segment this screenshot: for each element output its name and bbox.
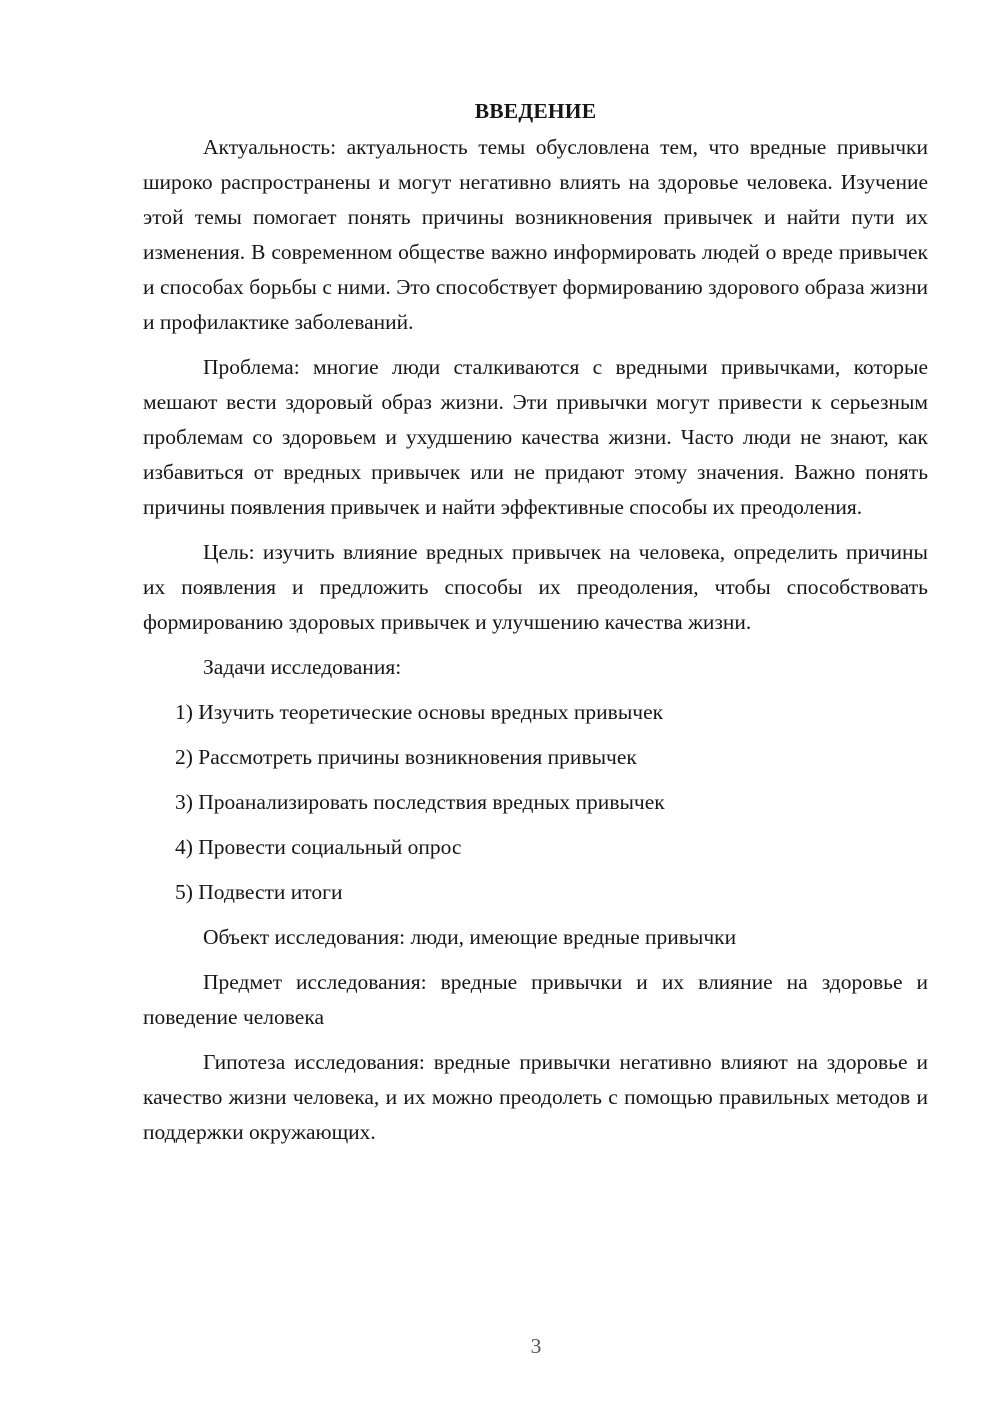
- hypothesis-paragraph: Гипотеза исследования: вредные привычки негативно влияют на здоровье и качество жизни человека, и их можно преодолеть с помощью правильных методов и поддержки окружающих.: [143, 1050, 928, 1144]
- problem-paragraph: Проблема: многие люди сталкиваются с вредными привычками, которые мешают вести здоровый образ жизни. Эти привычки могут привести к серьезным проблемам со здоровьем и ухудшению качества жизни. Часто люди не знают, как избавиться от вредных привычек или не придают этому значения. Важно понять причины появления привычек и найти эффективные способы их преодоления.: [143, 355, 928, 519]
- list-item: 5) Подвести итоги: [175, 880, 343, 904]
- list-item: 3) Проанализировать последствия вредных привычек: [175, 790, 665, 814]
- relevance-paragraph: Актуальность: актуальность темы обусловлена тем, что вредные привычки широко распространены и могут негативно влиять на здоровье человека. Изучение этой темы помогает понять причины возникновения привычек и найти пути их изменения. В современном обществе важно информировать людей о вреде привычек и способах борьбы с ними. Это способствует формированию здорового образа жизни и профилактике заболеваний.: [143, 135, 928, 334]
- document-page: [143, 96, 928, 1160]
- tasks-list: [143, 695, 928, 910]
- goal-paragraph: Цель: изучить влияние вредных привычек на человека, определить причины их появления и предложить способы их преодоления, чтобы способствовать формированию здоровых привычек и улучшению качества жизни.: [143, 540, 928, 634]
- list-item: 2) Рассмотреть причины возникновения привычек: [175, 745, 637, 769]
- list-item: 1) Изучить теоретические основы вредных привычек: [175, 700, 664, 724]
- tasks-heading: Задачи исследования:: [203, 655, 402, 679]
- page-number: 3: [530, 1334, 542, 1358]
- page-title: ВВЕДЕНИЕ: [474, 99, 597, 123]
- list-item: 4) Провести социальный опрос: [175, 835, 462, 859]
- subject-paragraph: Предмет исследования: вредные привычки и их влияние на здоровье и поведение человека: [143, 970, 928, 1029]
- object-paragraph: Объект исследования: люди, имеющие вредные привычки: [203, 925, 737, 949]
